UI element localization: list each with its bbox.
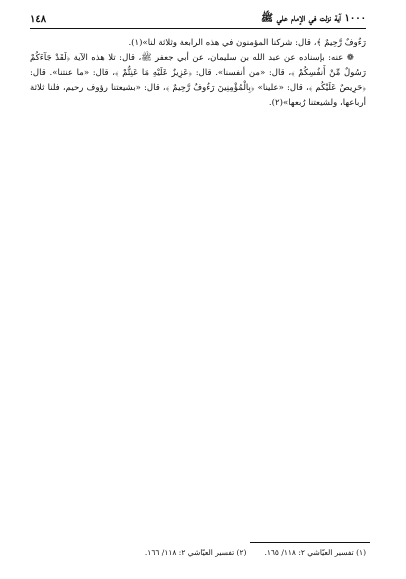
paragraph: رَءُوفٌ رَّحِيمٌ ﴾، قال: شركنا المؤمنون في هذه الرابعة وثلاثة لنا»(١).	[128, 38, 366, 48]
footnote-1: (١) تفسير العيّاشي ٢: ١١٨/ ١٦٥.	[264, 548, 366, 557]
footnotes	[30, 548, 366, 557]
body-text	[30, 36, 366, 111]
footnote-2: (٢) تفسير العيّاشي ٢: ١١٨/ ١٦٦.	[144, 548, 247, 557]
running-title: ١٠٠٠ آية نزلت في الإمام علي ﷺ	[261, 13, 366, 24]
page-header	[30, 12, 366, 26]
page-number: ١٤٨	[30, 13, 47, 25]
paragraph: ❁ عنه: بإسناده عن عبد الله بن سليمان، عن أبي جعفر ﷺ، قال: تلا هذه الآية ﴿لَقَدْ جَآءَكُمْ رَسُولٌ مِّنْ أَنفُسِكُمْ ﴾، قال: «من أنفسنا». قال: ﴿عَزِيزٌ عَلَيْهِ مَا عَنِتُّمْ ﴾، قال: «ما عنتنا». قال: ﴿حَرِيصٌ عَلَيْكُم ﴾، قال: «علينا» ﴿بِالْمُؤْمِنِينَ رَءُوفٌ رَّحِيمٌ ﴾، قال: «بشيعتنا رؤوف رحيم، فلنا ثلاثة أرباعها، ولشيعتنا رُبعها»(٢).	[30, 53, 366, 108]
footnote-divider	[250, 542, 370, 543]
header-divider	[30, 28, 366, 29]
